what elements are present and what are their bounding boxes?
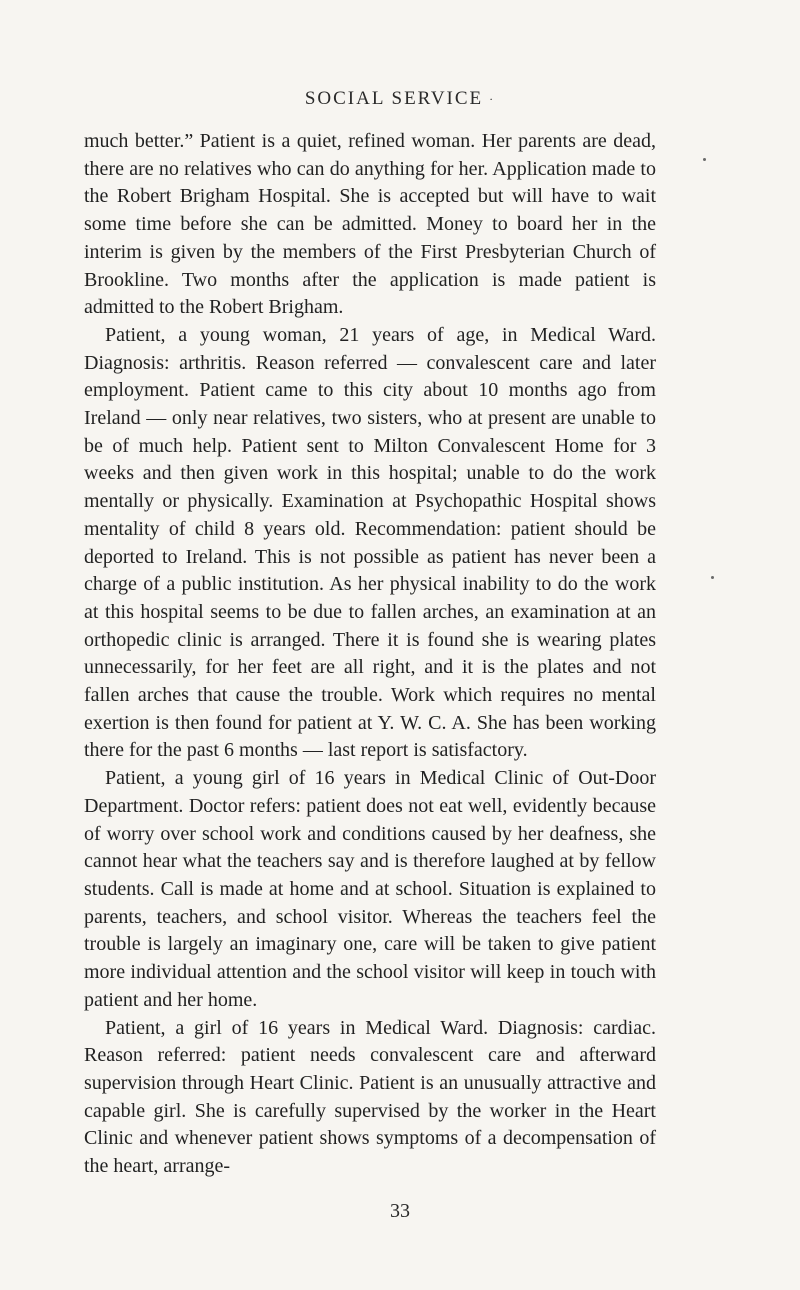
paper-speck bbox=[711, 576, 714, 579]
running-head-mark: · bbox=[489, 92, 496, 107]
page-number: 33 bbox=[390, 1200, 410, 1222]
paragraph-case-cardiac: Patient, a girl of 16 years in Medical Ward. Diagnosis: cardiac. Reason referred: patient needs convalescent care and afterward supervision through Heart Clinic. Patient is an unusually attractive and capable girl. She is carefully supervised by the worker in the Heart Clinic and whenever patient shows symptoms of a decompensation of the heart, arrange- bbox=[84, 1016, 656, 1178]
paper-speck bbox=[703, 158, 706, 161]
paragraph-case-arthritis: Patient, a young woman, 21 years of age, in Medical Ward. Diagnosis: arthritis. Reason referred — convalescent care and later employment. Patient came to this city about 10 months ago from Ireland — only near relatives, two sisters, who at present are unable to be of much help. Patient sent to Milton Convalescent Home for 3 weeks and then given work in this hospital; unable to do the work mentally or physically. Examination at Psychopathic Hospital shows mentality of child 8 years old. Recommendation: patient should be deported to Ireland. This is not possible as patient has never been a charge of a public institution. As her physical inability to do the work at this hospital seems to be due to fallen arches, an examination at an orthopedic clinic is arranged. There it is found she is wearing plates unnecessarily, for her feet are all right, and it is the plates and not fallen arches that cause the trouble. Work which requires no mental exertion is then found for patient at Y. W. C. A. She has been working there for the past 6 months — last report is satisfactory. bbox=[84, 323, 656, 762]
body-text bbox=[84, 128, 656, 1181]
running-head-title: SOCIAL SERVICE bbox=[304, 88, 484, 109]
paragraph-continuation: much better.” Patient is a quiet, refined woman. Her parents are dead, there are no relatives who can do anything for her. Application made to the Robert Brigham Hospital. She is accepted but will have to wait some time before she can be admitted. Money to board her in the interim is given by the members of the First Presbyterian Church of Brookline. Two months after the application is made patient is admitted to the Robert Brigham. bbox=[84, 130, 656, 319]
running-head bbox=[0, 88, 800, 110]
paragraph-case-deafness: Patient, a young girl of 16 years in Medical Clinic of Out-Door Department. Doctor refers: patient does not eat well, evidently because of worry over school work and conditions caused by her deafness, she cannot hear what the teachers say and is therefore laughed at by fellow students. Call is made at home and at school. Situation is explained to parents, teachers, and school visitor. Whereas the teachers feel the trouble is largely an imaginary one, care will be taken to give patient more individual attention and the school visitor will keep in touch with patient and her home. bbox=[84, 767, 656, 1011]
